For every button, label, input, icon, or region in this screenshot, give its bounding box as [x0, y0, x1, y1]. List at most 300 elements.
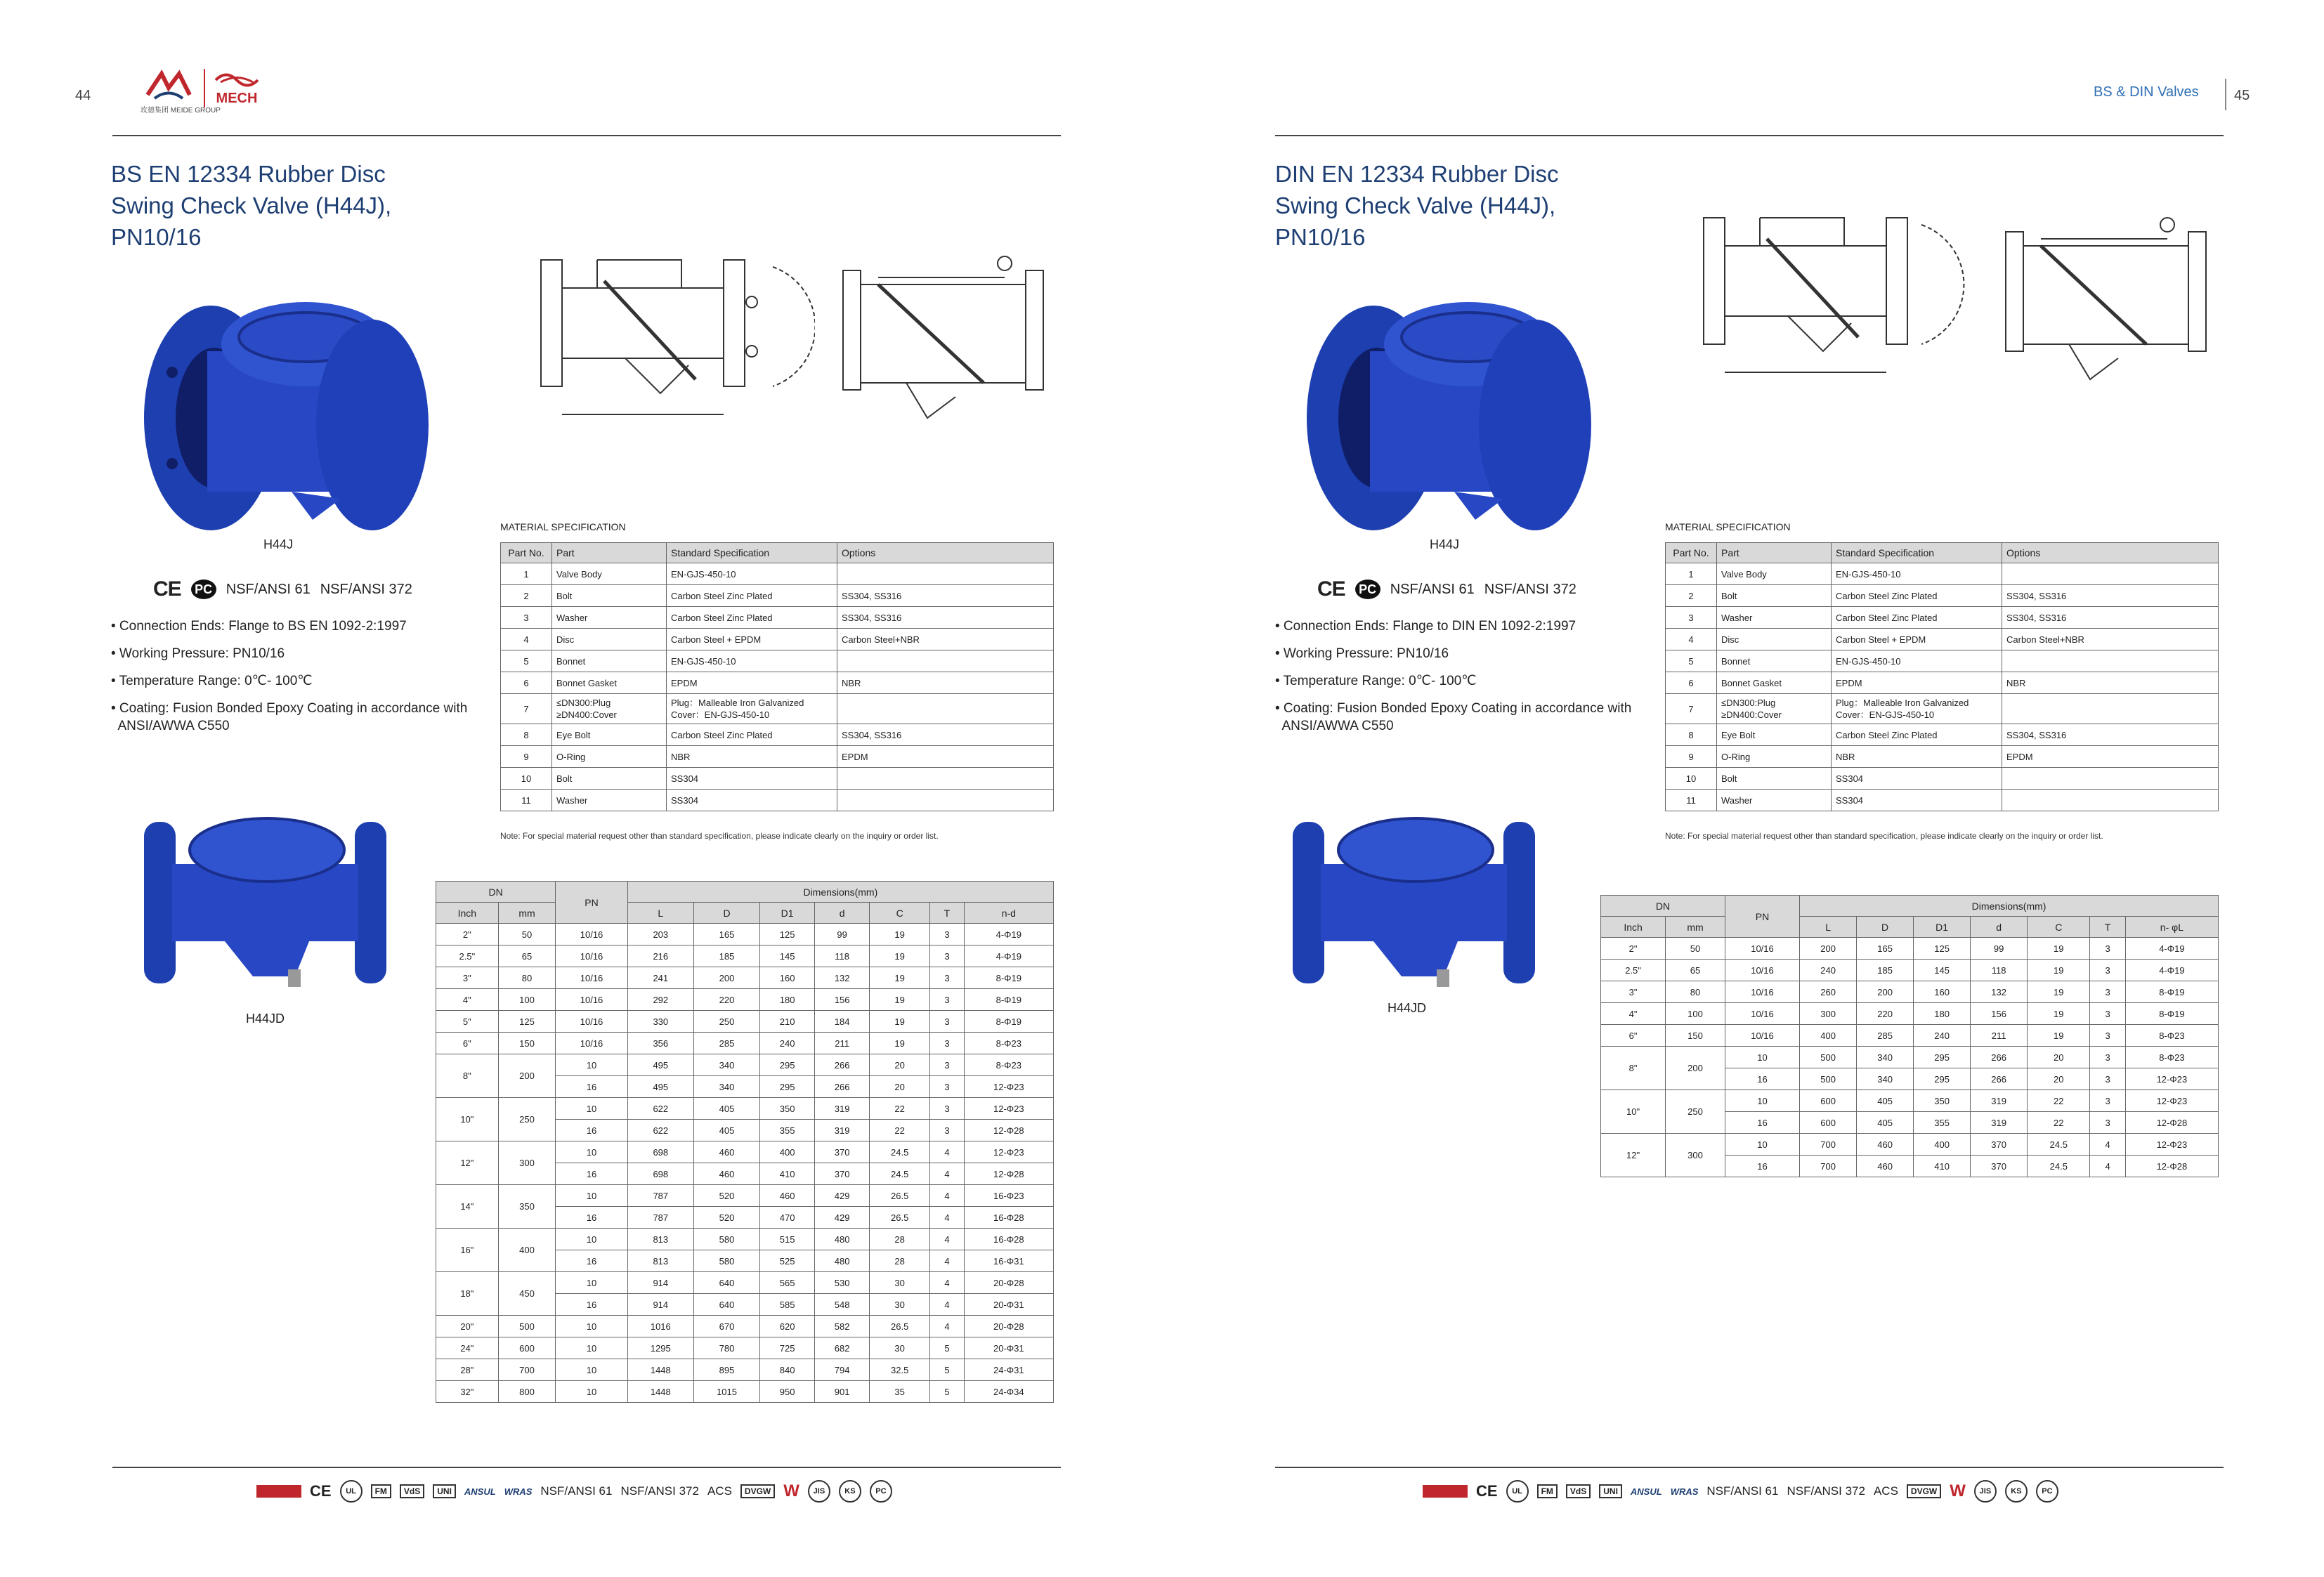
dims-cell: 156 [1971, 1003, 2028, 1025]
section-name: BS & DIN Valves [2094, 84, 2199, 100]
pc-mark-icon: PC [1355, 580, 1380, 599]
spec-cell: 3 [1666, 607, 1717, 629]
dims-cell: 180 [1914, 1003, 1971, 1025]
dims-mm: 150 [498, 1033, 556, 1054]
spec-row [501, 650, 1054, 672]
caption-h44j-left: H44J [263, 537, 294, 551]
dims-cell: 340 [693, 1054, 759, 1076]
dims-header-col: T [2090, 917, 2125, 938]
spec-cell: SS304, SS316 [2002, 724, 2219, 746]
dims-cell: 240 [760, 1033, 815, 1054]
spec-cell: Washer [552, 790, 667, 811]
dims-cell: 260 [1800, 981, 1857, 1003]
cert-logo-icon: WRAS [1670, 1486, 1699, 1497]
dims-header-col: n-d [964, 903, 1053, 924]
dims-cell: 99 [1971, 938, 2028, 960]
dims-cell: 12-Φ28 [964, 1163, 1053, 1185]
feature-item: • Coating: Fusion Bonded Epoxy Coating in accordance with [111, 701, 468, 716]
dims-cell: 185 [1857, 960, 1914, 981]
spec-cell: Valve Body [552, 563, 667, 585]
dims-row [1601, 1090, 2219, 1112]
dims-cell: 300 [1800, 1003, 1857, 1025]
spec-row [1666, 650, 2219, 672]
dims-mm: 65 [1666, 960, 1725, 981]
meide-logo-icon [141, 67, 197, 109]
dims-cell: 295 [760, 1054, 815, 1076]
spec-cell [837, 694, 1054, 724]
dims-header-col: n- φL [2125, 917, 2218, 938]
dims-cell: 165 [693, 924, 759, 945]
dims-inch: 8" [436, 1054, 499, 1098]
dims-cell: 405 [1857, 1090, 1914, 1112]
dims-cell: 895 [693, 1359, 759, 1381]
dims-cell: 4 [2090, 1134, 2125, 1156]
dims-row [1601, 1025, 2219, 1047]
dims-cell: 24-Φ31 [964, 1359, 1053, 1381]
dims-cell: 10 [556, 1316, 627, 1337]
dims-cell: 12-Φ28 [2125, 1156, 2218, 1177]
dims-cell: 3 [2090, 960, 2125, 981]
dims-cell: 1448 [627, 1381, 693, 1403]
spec-note-right: Note: For special material request other than standard specification, please indicate clearly on the inquiry or order list. [1665, 831, 2103, 841]
spec-row [1666, 607, 2219, 629]
dims-cell: 26.5 [870, 1207, 930, 1229]
spec-cell: Carbon Steel + EPDM [1832, 629, 2002, 650]
spec-cell: SS304 [667, 768, 837, 790]
dims-row [436, 1272, 1054, 1294]
spec-cell [837, 650, 1054, 672]
brand-divider [204, 69, 205, 107]
pc-mark-icon: PC [191, 580, 216, 599]
spec-cell [2002, 650, 2219, 672]
dims-cell: 3 [930, 945, 964, 967]
spec-cell [2002, 563, 2219, 585]
dims-header-col: L [1800, 917, 1857, 938]
dims-cell: 211 [1971, 1025, 2028, 1047]
dims-cell: 10 [556, 1272, 627, 1294]
dims-cell: 370 [1971, 1156, 2028, 1177]
dims-header-col: D1 [1914, 917, 1971, 938]
dims-cell: 700 [1800, 1156, 1857, 1177]
dims-cell: 145 [1914, 960, 1971, 981]
cert-text: NSF/ANSI 61 [1706, 1484, 1779, 1498]
dims-cell: 500 [1800, 1068, 1857, 1090]
dims-cell: 19 [2028, 1003, 2090, 1025]
spec-cell: SS304 [1832, 768, 2002, 790]
dims-cell: 35 [870, 1381, 930, 1403]
dims-cell: 16 [556, 1250, 627, 1272]
dims-cell: 30 [870, 1294, 930, 1316]
dims-cell: 400 [1800, 1025, 1857, 1047]
spec-header-cell: Part [552, 543, 667, 563]
cert-row-left [153, 577, 412, 601]
cert-text: NSF/ANSI 61 [540, 1484, 613, 1498]
feature-item: • Connection Ends: Flange to DIN EN 1092-2:1997 [1275, 619, 1576, 634]
dimensions-table-left [436, 881, 1054, 1403]
dims-cell: 295 [760, 1076, 815, 1098]
dims-cell: 10/16 [556, 1033, 627, 1054]
dims-row [1601, 960, 2219, 981]
dims-row [1601, 1047, 2219, 1068]
dims-cell: 16 [556, 1076, 627, 1098]
spec-row [501, 585, 1054, 607]
spec-cell: 10 [1666, 768, 1717, 790]
dims-inch: 3" [1601, 981, 1666, 1003]
cert-logo-icon: WRAS [504, 1486, 533, 1497]
dims-mm: 300 [498, 1141, 556, 1185]
spec-row [1666, 672, 2219, 694]
dims-cell: 460 [693, 1141, 759, 1163]
dims-mm: 200 [498, 1054, 556, 1098]
spec-cell [837, 563, 1054, 585]
dims-header-dimensions: Dimensions(mm) [627, 882, 1053, 903]
dims-cell: 4 [930, 1272, 964, 1294]
dims-row [436, 967, 1054, 989]
dims-mm: 250 [498, 1098, 556, 1141]
spec-cell: 2 [501, 585, 552, 607]
dims-cell: 5 [930, 1337, 964, 1359]
dims-cell: 350 [760, 1098, 815, 1120]
dims-cell: 266 [1971, 1068, 2028, 1090]
cert-logos-right [1423, 1480, 2058, 1503]
dims-mm: 100 [498, 989, 556, 1011]
cert-box-icon: VdS [400, 1484, 424, 1498]
dims-header-row [436, 903, 1054, 924]
dims-cell: 3 [930, 1120, 964, 1141]
dims-cell: 8-Φ23 [2125, 1025, 2218, 1047]
dims-row [436, 1229, 1054, 1250]
dims-cell: 4 [930, 1163, 964, 1185]
spec-cell: SS304 [667, 790, 837, 811]
dims-inch: 2.5" [436, 945, 499, 967]
dims-mm: 300 [1666, 1134, 1725, 1177]
cert-circle-icon: JIS [1974, 1480, 1997, 1503]
dims-cell: 405 [1857, 1112, 1914, 1134]
spec-cell: Carbon Steel Zinc Plated [667, 585, 837, 607]
dims-mm: 150 [1666, 1025, 1725, 1047]
dims-inch: 6" [436, 1033, 499, 1054]
spec-cell-line: Cover：EN-GJS-450-10 [671, 709, 770, 720]
valve-photo-h44j [130, 288, 446, 541]
dims-cell: 160 [1914, 981, 1971, 1003]
spec-cell: Bonnet Gasket [552, 672, 667, 694]
dims-inch: 10" [436, 1098, 499, 1141]
dims-cell: 3 [930, 1054, 964, 1076]
dims-cell: 8-Φ23 [2125, 1047, 2218, 1068]
feature-item: • Working Pressure: PN10/16 [111, 646, 285, 661]
caption-h44jd-left: H44JD [246, 1012, 285, 1026]
dims-cell: 12-Φ23 [2125, 1068, 2218, 1090]
cert-box-icon: FM [371, 1484, 391, 1498]
spec-cell: Carbon Steel Zinc Plated [1832, 607, 2002, 629]
dims-cell: 1448 [627, 1359, 693, 1381]
spec-cell: Valve Body [1717, 563, 1832, 585]
dims-cell: 520 [693, 1185, 759, 1207]
dims-cell: 1295 [627, 1337, 693, 1359]
dims-inch: 12" [1601, 1134, 1666, 1177]
spec-cell: SS304, SS316 [2002, 585, 2219, 607]
dims-cell: 20 [2028, 1047, 2090, 1068]
dims-cell: 480 [815, 1229, 870, 1250]
dims-cell: 12-Φ23 [2125, 1134, 2218, 1156]
spec-cell: Washer [552, 607, 667, 629]
dims-cell: 24.5 [870, 1163, 930, 1185]
header-rule-left [112, 135, 1061, 136]
feature-item: • Temperature Range: 0℃- 100℃ [111, 674, 313, 688]
dims-header-col: L [627, 903, 693, 924]
dims-cell: 3 [930, 1033, 964, 1054]
spec-cell: Bonnet Gasket [1717, 672, 1832, 694]
dims-cell: 16-Φ31 [964, 1250, 1053, 1272]
spec-cell: O-Ring [552, 746, 667, 768]
cert-circle-icon: PC [2036, 1480, 2058, 1503]
dims-cell: 640 [693, 1294, 759, 1316]
brand-mech: MECH [216, 90, 258, 106]
spec-row [1666, 724, 2219, 746]
dims-cell: 319 [1971, 1090, 2028, 1112]
dims-cell: 4 [930, 1207, 964, 1229]
spec-cell: EPDM [667, 672, 837, 694]
spec-cell: Washer [1717, 790, 1832, 811]
dims-cell: 16 [556, 1163, 627, 1185]
dims-cell: 20 [2028, 1068, 2090, 1090]
dims-cell: 622 [627, 1098, 693, 1120]
dims-cell: 19 [2028, 938, 2090, 960]
dims-cell: 285 [1857, 1025, 1914, 1047]
dims-header-inch: Inch [436, 903, 499, 924]
caption-h44j-right: H44J [1430, 537, 1460, 551]
spec-row [501, 790, 1054, 811]
dims-inch: 5" [436, 1011, 499, 1033]
feature-item: • Coating: Fusion Bonded Epoxy Coating in accordance with [1275, 701, 1632, 716]
dims-inch: 10" [1601, 1090, 1666, 1134]
dims-cell: 19 [870, 989, 930, 1011]
dims-cell: 12-Φ23 [2125, 1090, 2218, 1112]
dims-cell: 470 [760, 1207, 815, 1229]
dims-cell: 19 [870, 967, 930, 989]
dims-row [436, 989, 1054, 1011]
dims-mm: 80 [1666, 981, 1725, 1003]
valve-photo-h44j-right [1293, 288, 1609, 541]
dims-cell: 240 [1800, 960, 1857, 981]
spec-cell: Washer [1717, 607, 1832, 629]
dims-inch: 14" [436, 1185, 499, 1229]
dims-cell: 580 [693, 1250, 759, 1272]
cert-logo-icon: ANSUL [464, 1486, 496, 1497]
spec-cell: Disc [1717, 629, 1832, 650]
dims-mm: 450 [498, 1272, 556, 1316]
spec-cell: EPDM [1832, 672, 2002, 694]
dims-cell: 350 [1914, 1090, 1971, 1112]
spec-cell: Bonnet [552, 650, 667, 672]
dims-header-row [1601, 896, 2219, 917]
dims-cell: 410 [760, 1163, 815, 1185]
dims-cell: 698 [627, 1141, 693, 1163]
dims-cell: 5 [930, 1381, 964, 1403]
dims-cell: 295 [1914, 1068, 1971, 1090]
dims-cell: 3 [2090, 1047, 2125, 1068]
dims-mm: 500 [498, 1316, 556, 1337]
dims-cell: 4-Φ19 [964, 945, 1053, 967]
dims-cell: 22 [870, 1120, 930, 1141]
page-title-right: DIN EN 12334 Rubber Disc Swing Check Valve (H44J), PN10/16 [1275, 161, 1559, 250]
dims-cell: 241 [627, 967, 693, 989]
dims-cell: 19 [870, 1033, 930, 1054]
spec-cell [1832, 694, 2002, 724]
feature-item: • Connection Ends: Flange to BS EN 1092-2:1997 [111, 619, 407, 634]
dims-cell: 319 [815, 1120, 870, 1141]
spec-cell [837, 768, 1054, 790]
spec-cell [552, 694, 667, 724]
dims-cell: 330 [627, 1011, 693, 1033]
dims-cell: 901 [815, 1381, 870, 1403]
dims-header-inch: Inch [1601, 917, 1666, 938]
dims-cell: 20-Φ31 [964, 1294, 1053, 1316]
dims-inch: 4" [1601, 1003, 1666, 1025]
dims-cell: 500 [1800, 1047, 1857, 1068]
spec-cell: NBR [1832, 746, 2002, 768]
dims-cell: 8-Φ19 [964, 1011, 1053, 1033]
dims-header-pn: PN [1725, 896, 1799, 938]
dims-cell: 4-Φ19 [2125, 938, 2218, 960]
spec-cell: Carbon Steel Zinc Plated [667, 724, 837, 746]
spec-cell-line: Cover：EN-GJS-450-10 [1836, 709, 1935, 720]
spec-cell: SS304 [1832, 790, 2002, 811]
cert-logo-icon: ANSUL [1630, 1486, 1662, 1497]
section-drawing-right-1 [1683, 190, 1978, 400]
dims-cell: 340 [1857, 1047, 1914, 1068]
spec-cell [837, 790, 1054, 811]
dims-header-col: C [2028, 917, 2090, 938]
brand-cn: 玫德集团 MEIDE GROUP [141, 107, 221, 114]
dims-cell: 10 [1725, 1090, 1799, 1112]
dims-mm: 125 [498, 1011, 556, 1033]
spec-cell: 3 [501, 607, 552, 629]
dims-row [436, 1185, 1054, 1207]
dims-cell: 1015 [693, 1381, 759, 1403]
dims-cell: 319 [815, 1098, 870, 1120]
dims-cell: 16 [1725, 1068, 1799, 1090]
dims-header-dn: DN [436, 882, 556, 903]
brand-logo [141, 67, 261, 109]
material-spec-table-right [1665, 542, 2219, 811]
ce-mark-icon: CE [1317, 577, 1345, 601]
spec-cell: 6 [501, 672, 552, 694]
dims-cell: 670 [693, 1316, 759, 1337]
spec-label-right: MATERIAL SPECIFICATION [1665, 521, 1791, 532]
spec-cell: Carbon Steel Zinc Plated [1832, 724, 2002, 746]
dims-cell: 10 [556, 1381, 627, 1403]
dims-cell: 10 [1725, 1047, 1799, 1068]
dims-cell: 3 [930, 989, 964, 1011]
dims-header-col: D1 [760, 903, 815, 924]
dims-cell: 3 [2090, 1003, 2125, 1025]
spec-row [1666, 746, 2219, 768]
dims-row [436, 945, 1054, 967]
dims-header-col: d [1971, 917, 2028, 938]
dims-cell: 19 [870, 1011, 930, 1033]
dims-cell: 12-Φ23 [964, 1076, 1053, 1098]
dims-cell: 266 [1971, 1047, 2028, 1068]
spec-cell [2002, 694, 2219, 724]
dims-cell: 620 [760, 1316, 815, 1337]
dimensions-table-right [1600, 895, 2219, 1177]
dims-cell: 914 [627, 1294, 693, 1316]
dims-cell: 1016 [627, 1316, 693, 1337]
dims-cell: 12-Φ28 [2125, 1112, 2218, 1134]
dims-cell: 460 [1857, 1134, 1914, 1156]
dims-header-pn: PN [556, 882, 627, 924]
dims-cell: 10/16 [1725, 981, 1799, 1003]
dims-row [1601, 1003, 2219, 1025]
spec-cell: 2 [1666, 585, 1717, 607]
spec-cell: 9 [501, 746, 552, 768]
dims-inch: 16" [436, 1229, 499, 1272]
dims-cell: 30 [870, 1337, 930, 1359]
spec-cell-line: ≤DN300:Plug [556, 698, 611, 708]
dims-cell: 295 [1914, 1047, 1971, 1068]
dims-cell: 10 [1725, 1134, 1799, 1156]
spec-cell: SS304, SS316 [2002, 607, 2219, 629]
spec-cell: Carbon Steel Zinc Plated [667, 607, 837, 629]
dims-header-col: C [870, 903, 930, 924]
spec-cell: 11 [1666, 790, 1717, 811]
dims-cell: 20-Φ28 [964, 1316, 1053, 1337]
dims-cell: 16 [556, 1294, 627, 1316]
dims-cell: 340 [1857, 1068, 1914, 1090]
dims-cell: 10 [556, 1141, 627, 1163]
dims-header-dn: DN [1601, 896, 1725, 917]
dims-cell: 19 [2028, 1025, 2090, 1047]
flag-logo-icon [1423, 1485, 1468, 1498]
dims-cell: 203 [627, 924, 693, 945]
cert-text: ACS [1873, 1484, 1898, 1498]
footer-rule-left [112, 1467, 1061, 1468]
cert-nsf61: NSF/ANSI 61 [1390, 581, 1475, 597]
dims-cell: 400 [1914, 1134, 1971, 1156]
cert-box-icon: UNI [1599, 1484, 1622, 1498]
dims-cell: 794 [815, 1359, 870, 1381]
dims-cell: 30 [870, 1272, 930, 1294]
dims-mm: 800 [498, 1381, 556, 1403]
dims-mm: 600 [498, 1337, 556, 1359]
dims-row [436, 1337, 1054, 1359]
dims-cell: 10 [556, 1229, 627, 1250]
dims-cell: 4 [930, 1294, 964, 1316]
spec-cell-line: Plug：Malleable Iron Galvanized [1836, 698, 1969, 708]
dims-cell: 520 [693, 1207, 759, 1229]
dims-cell: 24.5 [870, 1141, 930, 1163]
dims-cell: 8-Φ19 [2125, 981, 2218, 1003]
dims-header-row [436, 882, 1054, 903]
dims-cell: 460 [1857, 1156, 1914, 1177]
spec-note-left: Note: For special material request other than standard specification, please indicate clearly on the inquiry or order list. [500, 831, 939, 841]
dims-cell: 160 [760, 967, 815, 989]
spec-row [501, 724, 1054, 746]
dims-cell: 28 [870, 1229, 930, 1250]
dims-cell: 10 [556, 1337, 627, 1359]
dims-cell: 698 [627, 1163, 693, 1185]
dims-row [436, 924, 1054, 945]
dims-cell: 460 [693, 1163, 759, 1185]
dims-cell: 3 [2090, 981, 2125, 1003]
cert-text: NSF/ANSI 372 [1787, 1484, 1865, 1498]
dims-cell: 410 [1914, 1156, 1971, 1177]
dims-cell: 4 [930, 1185, 964, 1207]
spec-header-cell: Standard Specification [667, 543, 837, 563]
dims-cell: 5 [930, 1359, 964, 1381]
dims-inch: 8" [1601, 1047, 1666, 1090]
